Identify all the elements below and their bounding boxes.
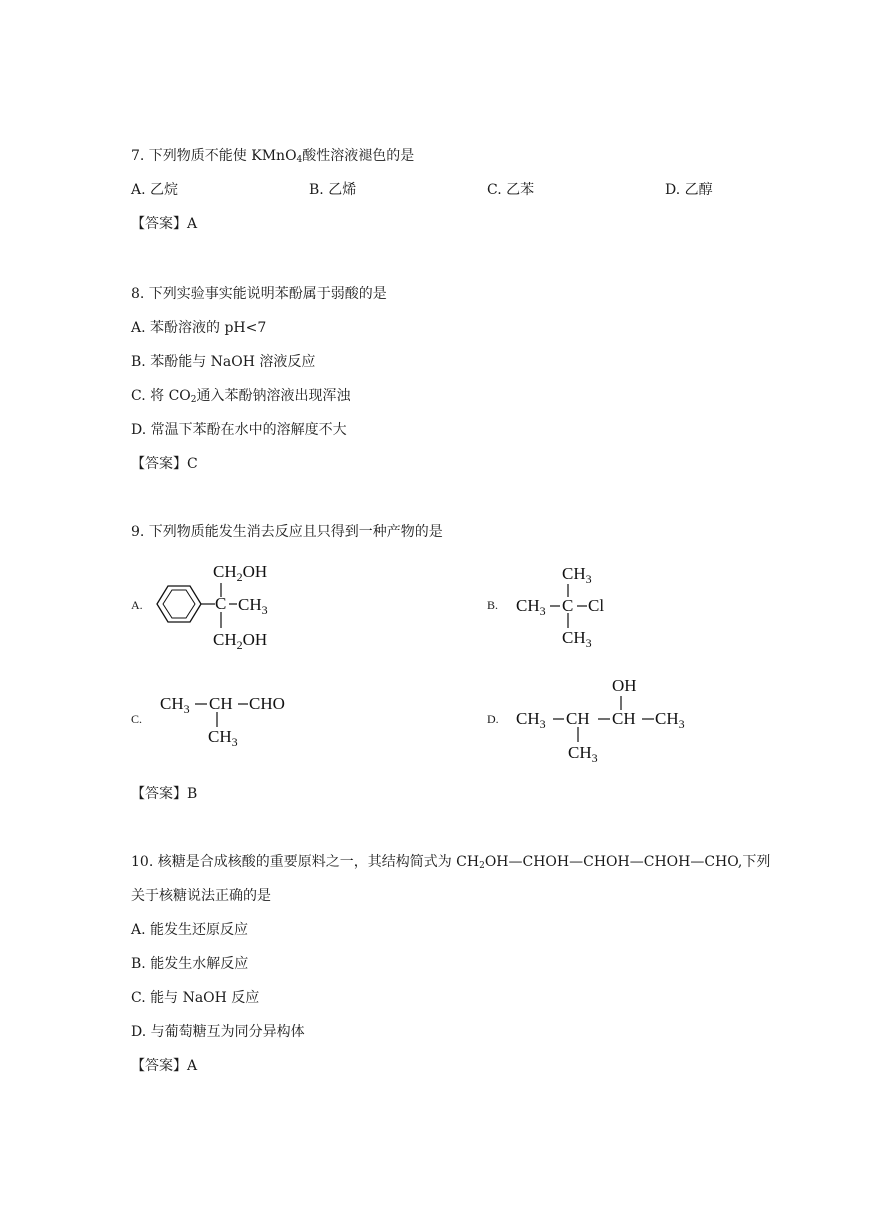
benzene-ring-icon <box>157 586 201 622</box>
struct-b-ch3-bottom: $CH_3$ <box>562 628 592 650</box>
q9-label-c: C. <box>131 712 143 726</box>
struct-d-ch3-bottom: $CH_3$ <box>568 743 598 765</box>
struct-b-ch3-left: $CH_3$ <box>516 596 546 618</box>
q10-answer: 【答案】A <box>131 1058 198 1074</box>
struct-c-ch3: $CH_3$ <box>160 694 190 716</box>
q10-option-c: C. 能与 NaOH 反应 <box>131 990 260 1006</box>
q8-option-d: D. 常温下苯酚在水中的溶解度不大 <box>131 422 347 438</box>
q8-stem: 8. 下列实验事实能说明苯酚属于弱酸的是 <box>131 286 387 302</box>
q9-stem: 9. 下列物质能发生消去反应且只得到一种产物的是 <box>131 524 443 540</box>
struct-b-ch3-top: $CH_3$ <box>562 564 592 586</box>
q8-option-b: B. 苯酚能与 NaOH 溶液反应 <box>131 354 316 370</box>
struct-a-ch2oh-top: $CH_2OH$ <box>213 562 268 584</box>
struct-b-carbon: C <box>562 596 574 615</box>
struct-a-ch2oh-bottom: $CH_2OH$ <box>213 630 268 652</box>
q8-option-a: A. 苯酚溶液的 pH<7 <box>131 320 267 336</box>
struct-d-ch-1: CH <box>566 709 590 728</box>
q10-option-d: D. 与葡萄糖互为同分异构体 <box>131 1024 305 1040</box>
struct-a-ch3: $CH_3$ <box>238 595 268 617</box>
q10-stem-line1: 10. 核糖是合成核酸的重要原料之一，其结构简式为 $CH_2OH—CHOH—CHOH—CHOH—CHO$,下列 <box>131 854 771 871</box>
struct-d-ch-2: CH <box>612 709 636 728</box>
struct-c-cho: CHO <box>249 694 285 713</box>
struct-d-ch3-right: $CH_3$ <box>655 709 685 731</box>
q9-label-d: D. <box>487 712 499 726</box>
struct-a-carbon: C <box>215 594 227 613</box>
q8-answer: 【答案】C <box>131 456 198 472</box>
q8-option-c: C. 将 $CO_2$通入苯酚钠溶液出现浑浊 <box>131 388 351 405</box>
struct-d-oh: OH <box>612 676 637 695</box>
q10-option-a: A. 能发生还原反应 <box>131 922 249 938</box>
q9-label-b: B. <box>487 598 499 612</box>
q7-option-c: C. 乙苯 <box>487 182 535 198</box>
struct-b-cl: Cl <box>588 596 605 615</box>
q10-option-b: B. 能发生水解反应 <box>131 956 249 972</box>
struct-c-ch3-bottom: $CH_3$ <box>208 727 238 749</box>
q7-stem: 7. 下列物质不能使 KMnO$_4$酸性溶液褪色的是 <box>131 148 415 165</box>
q7-answer: 【答案】A <box>131 216 198 232</box>
q9-answer: 【答案】B <box>131 786 198 802</box>
q7-option-b: B. 乙烯 <box>309 182 357 198</box>
q7-option-d: D. 乙醇 <box>665 182 713 198</box>
struct-c-ch: CH <box>209 694 233 713</box>
benzene-ring-inner-icon <box>163 590 195 618</box>
q7-option-a: A. 乙烷 <box>131 182 179 198</box>
q10-stem-line2: 关于核糖说法正确的是 <box>131 888 271 904</box>
q9-label-a: A. <box>131 598 143 612</box>
struct-d-ch3-left: $CH_3$ <box>516 709 546 731</box>
